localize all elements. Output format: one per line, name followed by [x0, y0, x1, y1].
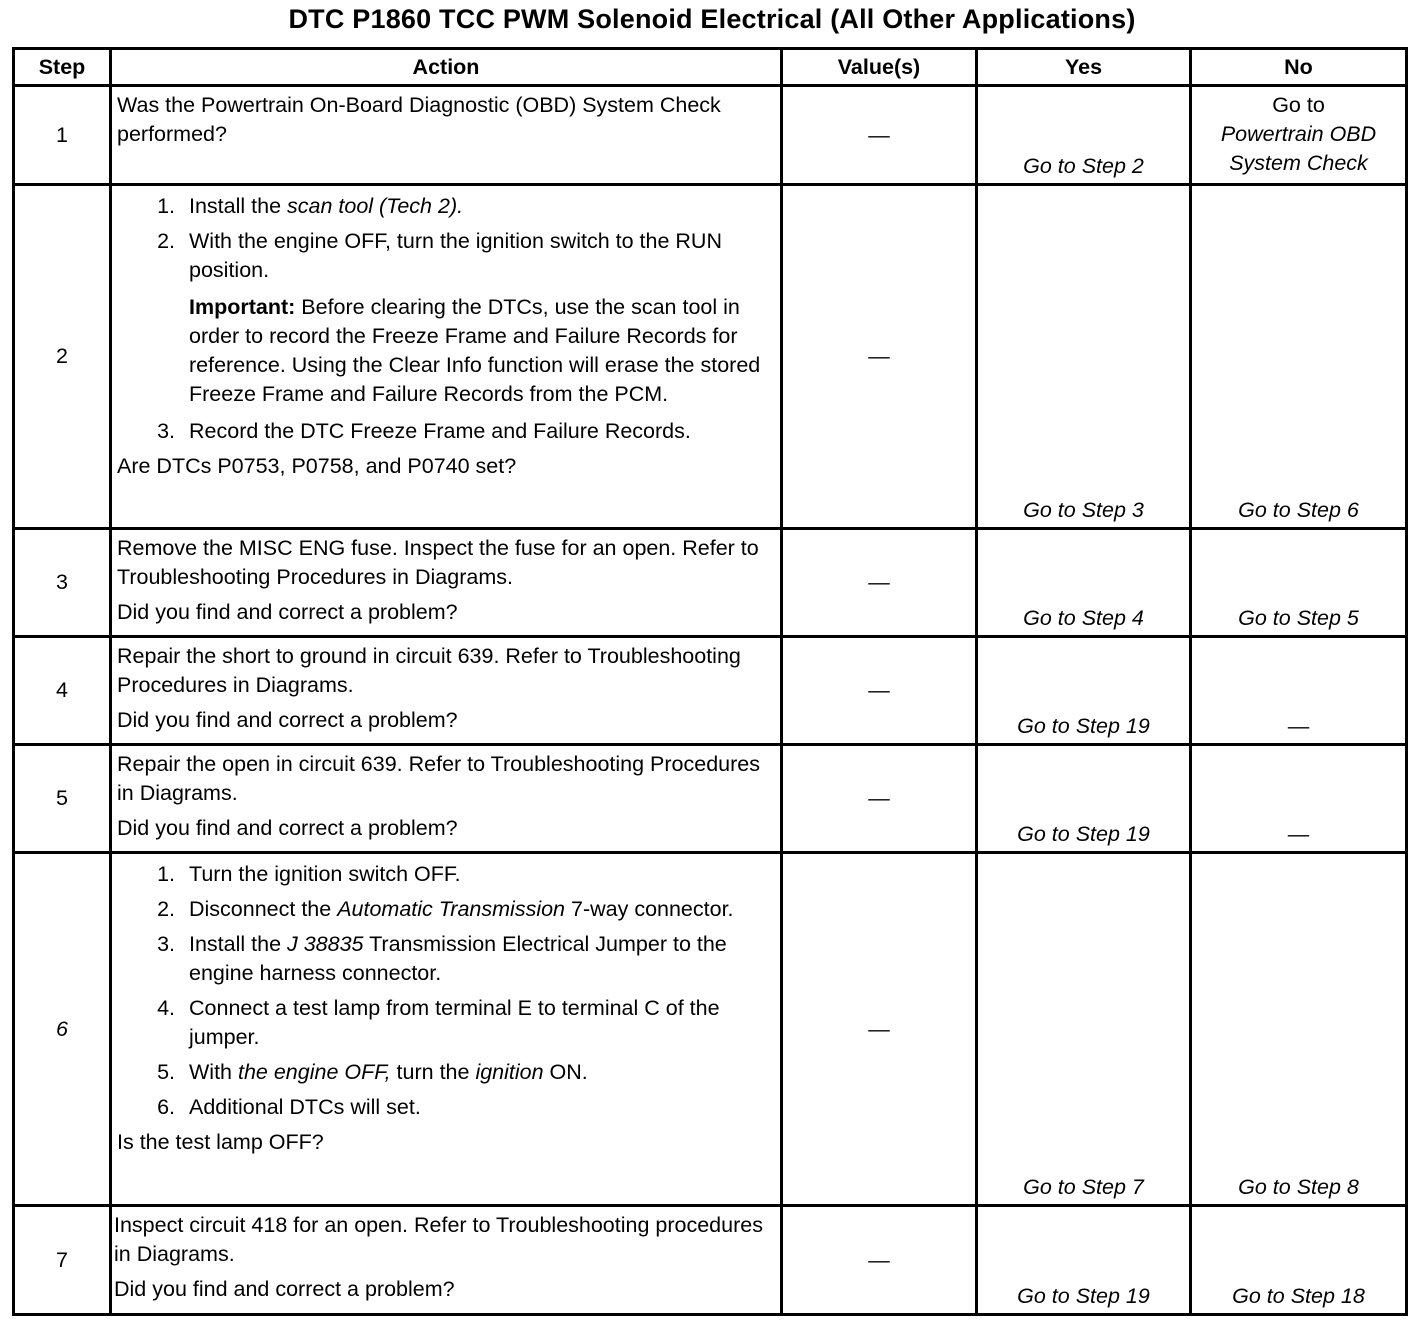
list-item: 6. Additional DTCs will set.	[181, 1093, 770, 1122]
yes-cell: Go to Step 7	[977, 853, 1191, 1206]
value-cell: —	[782, 853, 977, 1206]
value-cell: —	[782, 185, 977, 529]
action-text: Was the Powertrain On-Board Diagnostic (OBD) System Check performed?	[117, 93, 721, 146]
action-question: Did you find and correct a problem?	[117, 816, 458, 840]
no-cell: Go to Step 18	[1191, 1206, 1407, 1315]
header-step: Step	[14, 49, 111, 86]
table-row	[14, 185, 1407, 529]
table-row	[14, 745, 1407, 853]
table-row	[14, 529, 1407, 637]
step-number: 5	[14, 745, 111, 853]
table-row	[14, 86, 1407, 185]
action-question: Did you find and correct a problem?	[117, 708, 458, 732]
action-question: Did you find and correct a problem?	[117, 600, 458, 624]
table-row	[14, 853, 1407, 1206]
no-cell	[1191, 86, 1407, 185]
no-cell: —	[1191, 637, 1407, 745]
yes-cell: Go to Step 3	[977, 185, 1191, 529]
action-question: Is the test lamp OFF?	[117, 1130, 324, 1154]
list-item: 1. Install the scan tool (Tech 2).	[181, 192, 770, 221]
value-cell: —	[782, 86, 977, 185]
no-line: System Check	[1229, 151, 1368, 175]
list-item: 5. With the engine OFF, turn the ignition ON.	[181, 1058, 770, 1087]
value-cell: —	[782, 637, 977, 745]
header-yes: Yes	[977, 49, 1191, 86]
header-row	[14, 49, 1407, 86]
list-item: 4. Connect a test lamp from terminal E to terminal C of the jumper.	[181, 994, 770, 1052]
list-item: 3. Install the J 38835 Transmission Electrical Jumper to the engine harness connector.	[181, 930, 770, 988]
list-item: 2. Disconnect the Automatic Transmission 7-way connector.	[181, 895, 770, 924]
action-cell	[111, 853, 782, 1206]
action-cell	[111, 745, 782, 853]
no-cell: —	[1191, 745, 1407, 853]
list-item: 1. Turn the ignition switch OFF.	[181, 860, 770, 889]
action-cell	[111, 637, 782, 745]
step-number: 1	[14, 86, 111, 185]
action-text: Repair the open in circuit 639. Refer to Troubleshooting Procedures in Diagrams.	[117, 752, 760, 805]
no-cell: Go to Step 8	[1191, 853, 1407, 1206]
yes-cell: Go to Step 19	[977, 1206, 1191, 1315]
no-cell: Go to Step 5	[1191, 529, 1407, 637]
step-number: 7	[14, 1206, 111, 1315]
no-cell: Go to Step 6	[1191, 185, 1407, 529]
list-item: 2. With the engine OFF, turn the ignition switch to the RUN position. Important: Before clearing the DTCs, use the scan tool in order to record the Freeze Frame and Failure Records for reference. Using the Clear Info function will erase the stored Freeze Frame and Failure Records from the PCM.	[181, 227, 770, 409]
diagnostic-table	[12, 47, 1408, 1316]
value-cell: —	[782, 1206, 977, 1315]
header-no: No	[1191, 49, 1407, 86]
step-number: 3	[14, 529, 111, 637]
action-question: Are DTCs P0753, P0758, and P0740 set?	[117, 454, 517, 478]
header-action: Action	[111, 49, 782, 86]
yes-cell: Go to Step 2	[977, 86, 1191, 185]
page-title: DTC P1860 TCC PWM Solenoid Electrical (All Other Applications)	[288, 4, 1136, 34]
yes-cell: Go to Step 4	[977, 529, 1191, 637]
no-line: Go to	[1272, 93, 1325, 117]
important-note: Important: Before clearing the DTCs, use the scan tool in order to record the Freeze Frame and Failure Records for reference. Using the Clear Info function will erase the stored Freeze Frame and Failure Records from the PCM.	[189, 295, 761, 406]
action-cell	[111, 185, 782, 529]
yes-cell: Go to Step 19	[977, 637, 1191, 745]
yes-cell: Go to Step 19	[977, 745, 1191, 853]
action-text: Remove the MISC ENG fuse. Inspect the fuse for an open. Refer to Troubleshooting Procedures in Diagrams.	[117, 536, 759, 589]
value-cell: —	[782, 529, 977, 637]
action-cell	[111, 1206, 782, 1315]
table-row	[14, 1206, 1407, 1315]
action-cell	[111, 529, 782, 637]
action-question: Did you find and correct a problem?	[114, 1277, 455, 1301]
table-row	[14, 637, 1407, 745]
step-number: 6	[14, 853, 111, 1206]
action-text: Inspect circuit 418 for an open. Refer to Troubleshooting procedures in Diagrams.	[114, 1213, 763, 1266]
value-cell: —	[782, 745, 977, 853]
no-line: Powertrain OBD	[1220, 122, 1377, 146]
step-number: 2	[14, 185, 111, 529]
header-values: Value(s)	[782, 49, 977, 86]
action-cell	[111, 86, 782, 185]
step-number: 4	[14, 637, 111, 745]
list-item: 3. Record the DTC Freeze Frame and Failure Records.	[181, 417, 770, 446]
action-text: Repair the short to ground in circuit 639. Refer to Troubleshooting Procedures in Diagrams.	[117, 644, 741, 697]
